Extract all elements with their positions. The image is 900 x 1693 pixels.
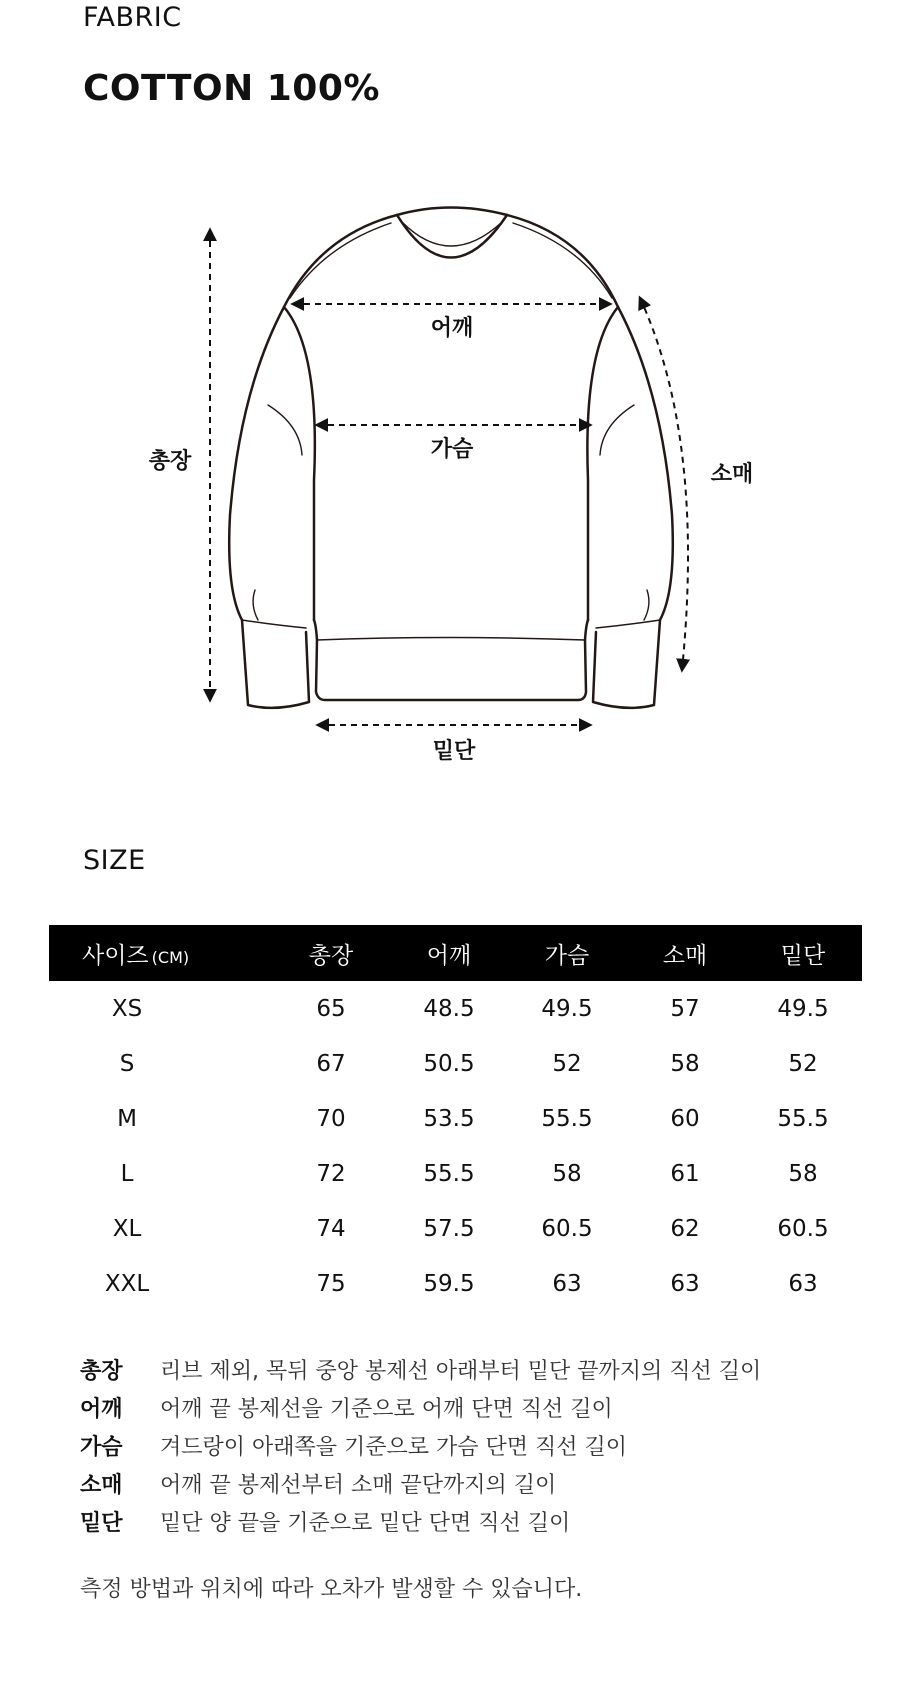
cell-hem: 60.5 <box>777 1215 829 1242</box>
fabric-value: COTTON 100% <box>83 68 380 109</box>
definition-desc: 리브 제외, 목뒤 중앙 봉제선 아래부터 밑단 끝까지의 직선 길이 <box>160 1358 762 1384</box>
cell-sleeve: 62 <box>670 1215 700 1242</box>
cell-sleeve: 61 <box>670 1160 700 1187</box>
cell-size: S <box>119 1050 135 1077</box>
cell-hem: 52 <box>788 1050 818 1077</box>
definition-row <box>80 1350 761 1388</box>
cell-chest: 52 <box>552 1050 582 1077</box>
cell-sleeve: 57 <box>670 995 700 1022</box>
cell-sleeve: 63 <box>670 1270 700 1297</box>
definition-desc: 겨드랑이 아래쪽을 기준으로 가슴 단면 직선 길이 <box>160 1434 628 1460</box>
header-hem: 밑단 <box>744 925 862 981</box>
definition-term: 총장 <box>80 1358 123 1384</box>
cell-length: 65 <box>316 995 346 1022</box>
cell-size: XL <box>112 1215 142 1242</box>
cell-length: 75 <box>316 1270 346 1297</box>
cell-shoulder: 59.5 <box>423 1270 475 1297</box>
cell-chest: 63 <box>552 1270 582 1297</box>
header-chest: 가슴 <box>508 925 626 981</box>
cell-size: M <box>117 1105 137 1132</box>
table-row <box>49 1256 862 1311</box>
cell-chest: 55.5 <box>541 1105 593 1132</box>
size-table-header <box>49 925 862 981</box>
definition-term: 어깨 <box>80 1396 123 1422</box>
cell-sleeve: 60 <box>670 1105 700 1132</box>
header-length: 총장 <box>272 925 390 981</box>
definition-row <box>80 1388 761 1426</box>
length-label: 총장 <box>148 449 192 474</box>
shoulder-label: 어깨 <box>430 316 474 341</box>
table-row <box>49 1091 862 1146</box>
definition-desc: 어깨 끝 봉제선을 기준으로 어깨 단면 직선 길이 <box>160 1396 613 1422</box>
cell-length: 74 <box>316 1215 346 1242</box>
size-table <box>49 925 862 1311</box>
hem-label: 밑단 <box>432 739 476 764</box>
cell-shoulder: 55.5 <box>423 1160 475 1187</box>
fabric-label: FABRIC <box>83 2 182 33</box>
cell-chest: 58 <box>552 1160 582 1187</box>
header-shoulder: 어깨 <box>390 925 508 981</box>
cell-hem: 58 <box>788 1160 818 1187</box>
cell-shoulder: 50.5 <box>423 1050 475 1077</box>
table-row <box>49 1201 862 1256</box>
cell-length: 72 <box>316 1160 346 1187</box>
cell-shoulder: 57.5 <box>423 1215 475 1242</box>
sleeve-label: 소매 <box>710 462 754 487</box>
header-size: 사이즈 (CM) <box>49 925 272 981</box>
cell-chest: 49.5 <box>541 995 593 1022</box>
cell-sleeve: 58 <box>670 1050 700 1077</box>
table-row <box>49 1146 862 1201</box>
definition-row <box>80 1464 761 1502</box>
size-label: SIZE <box>83 845 146 876</box>
cell-size: XXL <box>104 1270 150 1297</box>
cell-size: L <box>120 1160 134 1187</box>
table-row <box>49 1036 862 1091</box>
definition-term: 가슴 <box>80 1434 123 1460</box>
cell-hem: 49.5 <box>777 995 829 1022</box>
cell-shoulder: 53.5 <box>423 1105 475 1132</box>
definition-desc: 어깨 끝 봉제선부터 소매 끝단까지의 길이 <box>160 1472 557 1498</box>
measurement-definitions <box>80 1350 761 1540</box>
cell-size: XS <box>111 995 143 1022</box>
definition-row <box>80 1502 761 1540</box>
cell-length: 67 <box>316 1050 346 1077</box>
definition-desc: 밑단 양 끝을 기준으로 밑단 단면 직선 길이 <box>160 1510 571 1536</box>
cell-chest: 60.5 <box>541 1215 593 1242</box>
sweatshirt-diagram <box>0 180 900 800</box>
header-sleeve: 소매 <box>626 925 744 981</box>
cell-shoulder: 48.5 <box>423 995 475 1022</box>
table-row <box>49 981 862 1036</box>
cell-length: 70 <box>316 1105 346 1132</box>
measurement-note: 측정 방법과 위치에 따라 오차가 발생할 수 있습니다. <box>80 1577 583 1602</box>
definition-term: 소매 <box>80 1472 123 1498</box>
cell-hem: 55.5 <box>777 1105 829 1132</box>
cell-hem: 63 <box>788 1270 818 1297</box>
chest-label: 가슴 <box>430 437 474 462</box>
definition-term: 밑단 <box>80 1510 123 1536</box>
definition-row <box>80 1426 761 1464</box>
